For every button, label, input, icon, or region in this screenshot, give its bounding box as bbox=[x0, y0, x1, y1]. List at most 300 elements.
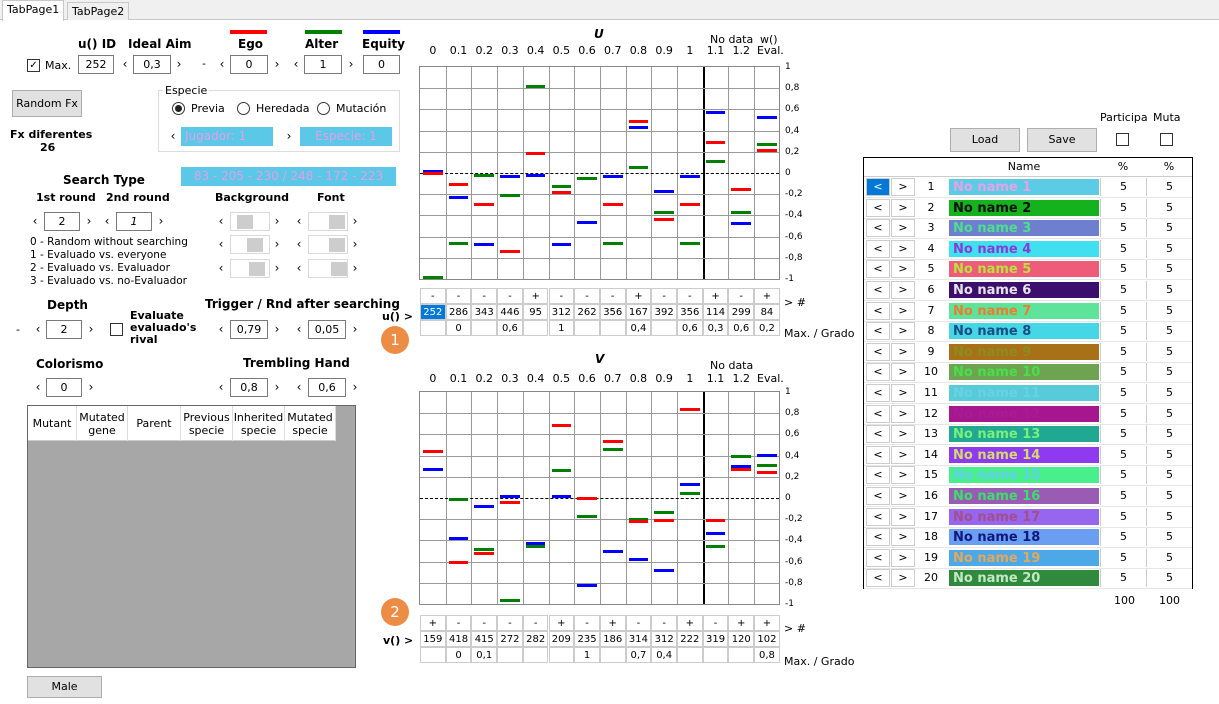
col-mutated-gene[interactable]: Mutated gene bbox=[77, 406, 128, 441]
depth-decrease[interactable]: ‹ bbox=[35, 322, 41, 336]
depth-label: Depth bbox=[47, 298, 88, 312]
v-vals-cell: 314 bbox=[626, 631, 652, 647]
font-b-right[interactable]: › bbox=[352, 261, 358, 275]
radio-previa-label: Previa bbox=[191, 102, 225, 115]
col-mutant[interactable]: Mutant bbox=[28, 406, 77, 441]
chart-v-nodata: No data bbox=[710, 359, 754, 372]
row-pct-1: 5 bbox=[1100, 384, 1146, 402]
row-right-arrow[interactable]: > bbox=[891, 219, 915, 237]
tremble-b-increase[interactable]: › bbox=[352, 380, 358, 394]
tremble-a-decrease[interactable]: ‹ bbox=[218, 380, 224, 394]
evaluate-checkbox[interactable] bbox=[110, 323, 123, 336]
radio-previa[interactable] bbox=[172, 102, 185, 115]
depth-dash: - bbox=[16, 323, 20, 336]
colorismo-increase[interactable]: › bbox=[88, 380, 94, 394]
ego-increase[interactable]: › bbox=[274, 57, 280, 71]
row-number: 10 bbox=[924, 365, 938, 379]
trigger-decrease[interactable]: ‹ bbox=[218, 322, 224, 336]
tremble-b-input[interactable]: 0,6 bbox=[308, 378, 346, 397]
alter-color-bar bbox=[305, 30, 342, 34]
row-left-arrow[interactable]: < bbox=[866, 405, 890, 423]
v-mark-red bbox=[449, 561, 469, 564]
v-ytick: 0 bbox=[785, 493, 791, 503]
trigger-increase[interactable]: › bbox=[274, 322, 280, 336]
v-mark-green bbox=[474, 548, 494, 551]
tremble-a-increase[interactable]: › bbox=[274, 380, 280, 394]
random-fx-button[interactable]: Random Fx bbox=[12, 90, 82, 117]
v-col-label: 0.3 bbox=[501, 372, 519, 385]
badge-1: 1 bbox=[381, 326, 409, 354]
row-name: No name 5 bbox=[948, 260, 1100, 278]
chart-u-nodata: No data bbox=[710, 33, 754, 46]
row-pct-1: 5 bbox=[1100, 446, 1146, 464]
u-hline bbox=[420, 237, 779, 238]
u-mark-blue bbox=[449, 196, 469, 199]
row-right-arrow[interactable]: > bbox=[891, 466, 915, 484]
first-round-input[interactable]: 2 bbox=[44, 212, 80, 231]
first-round-increase[interactable]: › bbox=[86, 214, 92, 228]
row-right-arrow[interactable]: > bbox=[891, 569, 915, 587]
row-left-arrow[interactable]: < bbox=[866, 528, 890, 546]
tremble-a-input[interactable]: 0,8 bbox=[230, 378, 268, 397]
u-mark-red bbox=[526, 152, 546, 155]
v-mark-green bbox=[526, 545, 546, 548]
v-mark-red bbox=[731, 468, 751, 471]
u-mark-green bbox=[706, 160, 726, 163]
col-previous-specie[interactable]: Previous specie bbox=[181, 406, 233, 441]
first-round-decrease[interactable]: ‹ bbox=[32, 214, 38, 228]
uid-input[interactable]: 252 bbox=[78, 55, 114, 74]
font-g-track[interactable] bbox=[308, 235, 348, 254]
v-signs-cell: - bbox=[651, 615, 677, 631]
u-mark-red bbox=[449, 183, 469, 186]
depth-input[interactable]: 2 bbox=[46, 320, 82, 339]
participa-checkbox[interactable] bbox=[1116, 133, 1129, 146]
u-ytick: 0,8 bbox=[785, 83, 800, 94]
badge-2: 2 bbox=[381, 598, 409, 626]
v-mark-green bbox=[500, 599, 520, 602]
v-max_vals-cell bbox=[549, 647, 575, 663]
u-ytick: 0,2 bbox=[785, 146, 800, 157]
muta-checkbox[interactable] bbox=[1160, 133, 1173, 146]
row-pct-2: 5 bbox=[1146, 343, 1192, 361]
col-inherited-specie[interactable]: Inherited specie bbox=[233, 406, 285, 441]
bg-b-right[interactable]: › bbox=[274, 261, 280, 275]
u-mark-blue bbox=[603, 175, 623, 178]
row-sep bbox=[864, 588, 1192, 589]
ideal-increase[interactable]: › bbox=[176, 57, 182, 71]
header-pct-1: % bbox=[1117, 160, 1129, 173]
u-col-label: 1 bbox=[686, 44, 694, 57]
row-pct-2: 5 bbox=[1146, 487, 1192, 505]
row-name: No name 18 bbox=[948, 528, 1100, 546]
row-left-arrow[interactable]: < bbox=[866, 487, 890, 505]
second-round-increase[interactable]: › bbox=[158, 214, 164, 228]
u-max_vals-cell bbox=[574, 320, 600, 336]
v-col-label: 0.9 bbox=[655, 372, 673, 385]
row-number: 6 bbox=[927, 283, 935, 296]
muta-label: Muta bbox=[1153, 111, 1181, 124]
radio-heredada[interactable] bbox=[237, 102, 250, 115]
male-button[interactable]: Male bbox=[27, 676, 102, 698]
option-0: 0 - Random without searching bbox=[30, 236, 188, 248]
row-right-arrow[interactable]: > bbox=[891, 384, 915, 402]
v-signs-cell: - bbox=[574, 615, 600, 631]
v-mark-red bbox=[629, 520, 649, 523]
v-mark-red bbox=[706, 519, 726, 522]
ideal-aim-label: Ideal Aim bbox=[128, 37, 192, 51]
colorismo-input[interactable]: 0 bbox=[46, 378, 82, 397]
alter-increase[interactable]: › bbox=[348, 57, 354, 71]
v-mark-blue bbox=[757, 454, 777, 457]
row-right-arrow[interactable]: > bbox=[891, 363, 915, 381]
v-signs-cell: + bbox=[677, 615, 703, 631]
colorismo-decrease[interactable]: ‹ bbox=[35, 380, 41, 394]
v-ytick: -0,4 bbox=[785, 535, 803, 546]
row-right-arrow[interactable]: > bbox=[891, 508, 915, 526]
row-left-arrow[interactable]: < bbox=[866, 549, 890, 567]
u-col-label: 0.7 bbox=[603, 44, 622, 57]
row-left-arrow[interactable]: < bbox=[866, 466, 890, 484]
v-hline bbox=[420, 456, 779, 457]
mutant-table[interactable] bbox=[27, 405, 356, 668]
row-left-arrow[interactable]: < bbox=[866, 343, 890, 361]
v-mark-blue bbox=[552, 495, 572, 498]
row-pct-1: 5 bbox=[1100, 487, 1146, 505]
save-button[interactable]: Save bbox=[1027, 128, 1097, 152]
mutant-table-header bbox=[28, 406, 336, 441]
u-mark-red bbox=[757, 149, 777, 152]
row-pct-2: 5 bbox=[1146, 425, 1192, 443]
second-round-input[interactable]: 1 bbox=[116, 212, 152, 231]
v-mark-red bbox=[603, 440, 623, 443]
u-vals-cell: 392 bbox=[651, 304, 677, 320]
u-col-label: 1.1 bbox=[706, 44, 725, 57]
u-mark-green bbox=[731, 211, 751, 214]
u-mark-green bbox=[449, 242, 469, 245]
u-signs-cell: - bbox=[651, 288, 677, 304]
row-number: 2 bbox=[927, 200, 935, 214]
ideal-decrease[interactable]: ‹ bbox=[122, 57, 128, 71]
search-type-label: Search Type bbox=[63, 173, 145, 187]
row-pct-2: 5 bbox=[1146, 384, 1192, 402]
chart-u-grid bbox=[419, 66, 780, 280]
row-left-arrow[interactable]: < bbox=[866, 384, 890, 402]
v-mark-red bbox=[500, 501, 520, 504]
col-mutated-specie[interactable]: Mutated specie bbox=[285, 406, 336, 441]
v-signs-cell: + bbox=[600, 615, 626, 631]
row-left-arrow[interactable]: < bbox=[866, 446, 890, 464]
row-pct-2: 5 bbox=[1146, 508, 1192, 526]
especie-label: Especie bbox=[165, 84, 208, 97]
v-hline bbox=[420, 583, 779, 584]
v-vals-cell: 209 bbox=[549, 631, 575, 647]
fx-diferentes-label: Fx diferentes bbox=[10, 128, 93, 141]
v-max_vals-cell: 0,7 bbox=[626, 647, 652, 663]
uid-label: u() ID bbox=[78, 37, 117, 51]
row-pct-2: 5 bbox=[1146, 405, 1192, 423]
row-right-arrow[interactable]: > bbox=[891, 260, 915, 278]
row-name: No name 20 bbox=[948, 569, 1100, 587]
bg-r-right[interactable]: › bbox=[274, 214, 280, 228]
v-mark-red bbox=[757, 471, 777, 474]
rnd-input[interactable]: 0,05 bbox=[308, 320, 346, 339]
v-signs-cell: + bbox=[549, 615, 575, 631]
row-name: No name 7 bbox=[948, 302, 1100, 320]
row-right-arrow[interactable]: > bbox=[891, 178, 915, 196]
row-right-arrow[interactable]: > bbox=[891, 446, 915, 464]
bg-g-left[interactable]: ‹ bbox=[218, 237, 224, 251]
rnd-increase[interactable]: › bbox=[352, 322, 358, 336]
row-left-arrow[interactable]: < bbox=[866, 322, 890, 340]
row-left-arrow[interactable]: < bbox=[866, 260, 890, 278]
v-max_vals-cell bbox=[497, 647, 523, 663]
row-right-arrow[interactable]: > bbox=[891, 302, 915, 320]
row-right-arrow[interactable]: > bbox=[891, 343, 915, 361]
equity-input[interactable]: 0 bbox=[363, 55, 400, 74]
equity-color-bar bbox=[363, 30, 400, 34]
load-button[interactable]: Load bbox=[950, 128, 1020, 152]
u-col-label: 0.1 bbox=[449, 44, 468, 57]
row-left-arrow[interactable]: < bbox=[866, 219, 890, 237]
font-g-left[interactable]: ‹ bbox=[296, 237, 302, 251]
u-signs-cell: - bbox=[600, 288, 626, 304]
v-vals-cell: 312 bbox=[651, 631, 677, 647]
row-number: 16 bbox=[924, 489, 938, 502]
players-header-sep bbox=[864, 176, 1192, 177]
v-mark-red bbox=[552, 424, 572, 427]
row-right-arrow[interactable]: > bbox=[891, 528, 915, 546]
row-name: No name 15 bbox=[948, 466, 1100, 484]
row-number: 5 bbox=[927, 262, 935, 276]
v-max_vals-cell bbox=[600, 647, 626, 663]
v-mark-red bbox=[423, 450, 443, 453]
row-number: 8 bbox=[927, 324, 935, 338]
row-pct-2: 5 bbox=[1146, 466, 1192, 484]
row-pct-1: 5 bbox=[1100, 343, 1146, 361]
depth-increase[interactable]: › bbox=[88, 322, 94, 336]
trigger-input[interactable]: 0,79 bbox=[230, 320, 268, 339]
total-pct-2: 100 bbox=[1159, 594, 1180, 607]
u-mark-green bbox=[757, 143, 777, 146]
u-signs-cell: - bbox=[549, 288, 575, 304]
row-left-arrow[interactable]: < bbox=[866, 425, 890, 443]
bg-b-left[interactable]: ‹ bbox=[218, 261, 224, 275]
v-col-label: 0.8 bbox=[629, 372, 648, 385]
ego-decrease[interactable]: ‹ bbox=[219, 57, 225, 71]
font-r-left[interactable]: ‹ bbox=[296, 214, 302, 228]
v-mark-green bbox=[603, 448, 623, 451]
font-b-track[interactable] bbox=[308, 259, 348, 278]
search-banner: 83 - 205 - 230 / 248 - 172 - 223 bbox=[181, 167, 396, 186]
u-hline bbox=[420, 258, 779, 259]
row-right-arrow[interactable]: > bbox=[891, 281, 915, 299]
row-left-arrow[interactable]: < bbox=[866, 363, 890, 381]
u-max_vals-cell: 0,6 bbox=[497, 320, 523, 336]
v-max_vals-cell bbox=[728, 647, 754, 663]
ideal-input[interactable]: 0,3 bbox=[133, 55, 171, 74]
row-left-arrow[interactable]: < bbox=[866, 240, 890, 258]
row-name: No name 8 bbox=[948, 322, 1100, 340]
ego-input[interactable]: 0 bbox=[230, 55, 268, 74]
v-ytick: 1 bbox=[785, 387, 791, 397]
row-number: 18 bbox=[924, 530, 938, 544]
radio-mutacion[interactable] bbox=[317, 102, 330, 115]
row-pct-1: 5 bbox=[1100, 302, 1146, 320]
row-left-arrow[interactable]: < bbox=[866, 569, 890, 587]
v-vals-cell: 222 bbox=[677, 631, 703, 647]
chart-u-eval: Eval. bbox=[757, 44, 784, 57]
v-signs-cell: - bbox=[497, 615, 523, 631]
second-round-decrease[interactable]: ‹ bbox=[104, 214, 110, 228]
row-pct-1: 5 bbox=[1100, 240, 1146, 258]
chart-u-row-label: u() > bbox=[382, 310, 413, 323]
font-b-left[interactable]: ‹ bbox=[296, 261, 302, 275]
row-name: No name 6 bbox=[948, 281, 1100, 299]
u-mark-blue bbox=[706, 111, 726, 114]
u-ytick: -0,4 bbox=[785, 210, 803, 221]
u-signs-cell: + bbox=[523, 288, 549, 304]
v-mark-blue bbox=[423, 468, 443, 471]
u-mark-blue bbox=[577, 221, 597, 224]
v-mark-green bbox=[552, 469, 572, 472]
jugador-increase[interactable]: › bbox=[286, 129, 292, 143]
u-max_vals-cell bbox=[420, 320, 446, 336]
font-g-right[interactable]: › bbox=[352, 237, 358, 251]
u-ytick: -0,2 bbox=[785, 189, 803, 200]
first-round-label: 1st round bbox=[36, 191, 96, 204]
alter-decrease[interactable]: ‹ bbox=[293, 57, 299, 71]
u-mark-red bbox=[552, 191, 572, 194]
u-vals-cell: 252 bbox=[420, 304, 446, 320]
row-right-arrow[interactable]: > bbox=[891, 549, 915, 567]
participa-label: Participa bbox=[1100, 111, 1148, 124]
v-max_vals-cell: 0 bbox=[446, 647, 472, 663]
v-vals-cell: 186 bbox=[600, 631, 626, 647]
v-mark-blue bbox=[474, 505, 494, 508]
v-vals-cell: 120 bbox=[728, 631, 754, 647]
tab-page2[interactable]: TabPage2 bbox=[67, 2, 129, 20]
row-left-arrow[interactable]: < bbox=[866, 508, 890, 526]
players-table[interactable] bbox=[863, 157, 1193, 589]
u-col-label: 1.2 bbox=[732, 44, 750, 57]
u-signs-cell: + bbox=[754, 288, 780, 304]
ego-color-bar bbox=[230, 30, 267, 34]
u-signs-cell: + bbox=[703, 288, 729, 304]
u-col-label: 0.5 bbox=[552, 44, 571, 57]
row-pct-2: 5 bbox=[1146, 569, 1192, 587]
row-right-arrow[interactable]: > bbox=[891, 240, 915, 258]
row-left-arrow[interactable]: < bbox=[866, 281, 890, 299]
col-parent[interactable]: Parent bbox=[128, 406, 181, 441]
v-max_vals-cell: 0,1 bbox=[471, 647, 497, 663]
u-max_vals-cell: 0,4 bbox=[626, 320, 652, 336]
u-mark-green bbox=[577, 177, 597, 180]
v-max_vals-cell bbox=[523, 647, 549, 663]
row-right-arrow[interactable]: > bbox=[891, 322, 915, 340]
font-label: Font bbox=[317, 191, 345, 204]
row-right-arrow[interactable]: > bbox=[891, 199, 915, 217]
row-pct-1: 5 bbox=[1100, 281, 1146, 299]
u-max_vals-cell: 1 bbox=[549, 320, 575, 336]
bg-g-right[interactable]: › bbox=[274, 237, 280, 251]
v-mark-blue bbox=[500, 495, 520, 498]
v-vals-cell: 272 bbox=[497, 631, 523, 647]
u-hline bbox=[420, 152, 779, 153]
u-mark-green bbox=[680, 242, 700, 245]
font-r-track[interactable] bbox=[308, 212, 348, 231]
v-signs-cell: - bbox=[626, 615, 652, 631]
tab-page1[interactable]: TabPage1 bbox=[2, 0, 64, 21]
row-left-arrow[interactable]: < bbox=[866, 199, 890, 217]
row-name: No name 12 bbox=[948, 405, 1100, 423]
row-pct-2: 5 bbox=[1146, 446, 1192, 464]
v-mark-green bbox=[706, 545, 726, 548]
u-ytick: -0,8 bbox=[785, 252, 803, 263]
row-number: 13 bbox=[924, 427, 938, 441]
font-r-right[interactable]: › bbox=[352, 214, 358, 228]
chart-u-max-label: Max. / Grado bbox=[784, 327, 855, 340]
alter-input[interactable]: 1 bbox=[304, 55, 342, 74]
u-vals-cell: 114 bbox=[703, 304, 729, 320]
v-mark-green bbox=[449, 498, 469, 501]
bg-g-track[interactable] bbox=[230, 235, 270, 254]
u-vals-cell: 356 bbox=[677, 304, 703, 320]
bg-r-left[interactable]: ‹ bbox=[218, 214, 224, 228]
u-mark-red bbox=[603, 203, 623, 206]
u-mark-red bbox=[731, 188, 751, 191]
v-ytick: -0,6 bbox=[785, 556, 803, 567]
option-2: 2 - Evaluado vs. Evaluador bbox=[30, 262, 170, 274]
u-mark-red bbox=[654, 218, 674, 221]
u-mark-green bbox=[654, 211, 674, 214]
header-pct-2: % bbox=[1163, 160, 1175, 173]
v-ytick: -0,2 bbox=[785, 514, 803, 525]
rnd-decrease[interactable]: ‹ bbox=[296, 322, 302, 336]
v-col-label: 0.6 bbox=[578, 372, 596, 385]
row-right-arrow[interactable]: > bbox=[891, 425, 915, 443]
row-pct-2: 5 bbox=[1146, 260, 1192, 278]
max-label: Max. bbox=[45, 59, 72, 72]
u-max_vals-cell: 0,3 bbox=[703, 320, 729, 336]
row-pct-2: 5 bbox=[1146, 363, 1192, 381]
u-max_vals-cell bbox=[651, 320, 677, 336]
v-signs-cell: - bbox=[703, 615, 729, 631]
bg-b-track[interactable] bbox=[230, 259, 270, 278]
v-col-label: 0.2 bbox=[475, 372, 493, 385]
v-max_vals-cell bbox=[677, 647, 703, 663]
row-right-arrow[interactable]: > bbox=[891, 487, 915, 505]
u-col-label: 0.4 bbox=[526, 44, 545, 57]
jugador-field: Jugador: 1 bbox=[181, 127, 273, 146]
search-options bbox=[30, 236, 188, 288]
row-left-arrow[interactable]: < bbox=[866, 302, 890, 320]
row-left-arrow[interactable]: < bbox=[866, 178, 890, 196]
u-signs-cell: - bbox=[446, 288, 472, 304]
u-signs-cell: - bbox=[574, 288, 600, 304]
chart-u-w-label: w() bbox=[760, 33, 778, 46]
u-vals-cell: 343 bbox=[471, 304, 497, 320]
jugador-decrease[interactable]: ‹ bbox=[170, 129, 176, 143]
tremble-b-decrease[interactable]: ‹ bbox=[296, 380, 302, 394]
u-signs-cell: - bbox=[471, 288, 497, 304]
row-right-arrow[interactable]: > bbox=[891, 405, 915, 423]
trigger-label: Trigger / Rnd after searching bbox=[205, 297, 400, 311]
u-col-label: 0.3 bbox=[501, 44, 519, 57]
max-checkbox[interactable]: ✓ bbox=[27, 59, 40, 72]
bg-r-track[interactable] bbox=[230, 212, 270, 231]
row-number: 11 bbox=[924, 386, 938, 399]
